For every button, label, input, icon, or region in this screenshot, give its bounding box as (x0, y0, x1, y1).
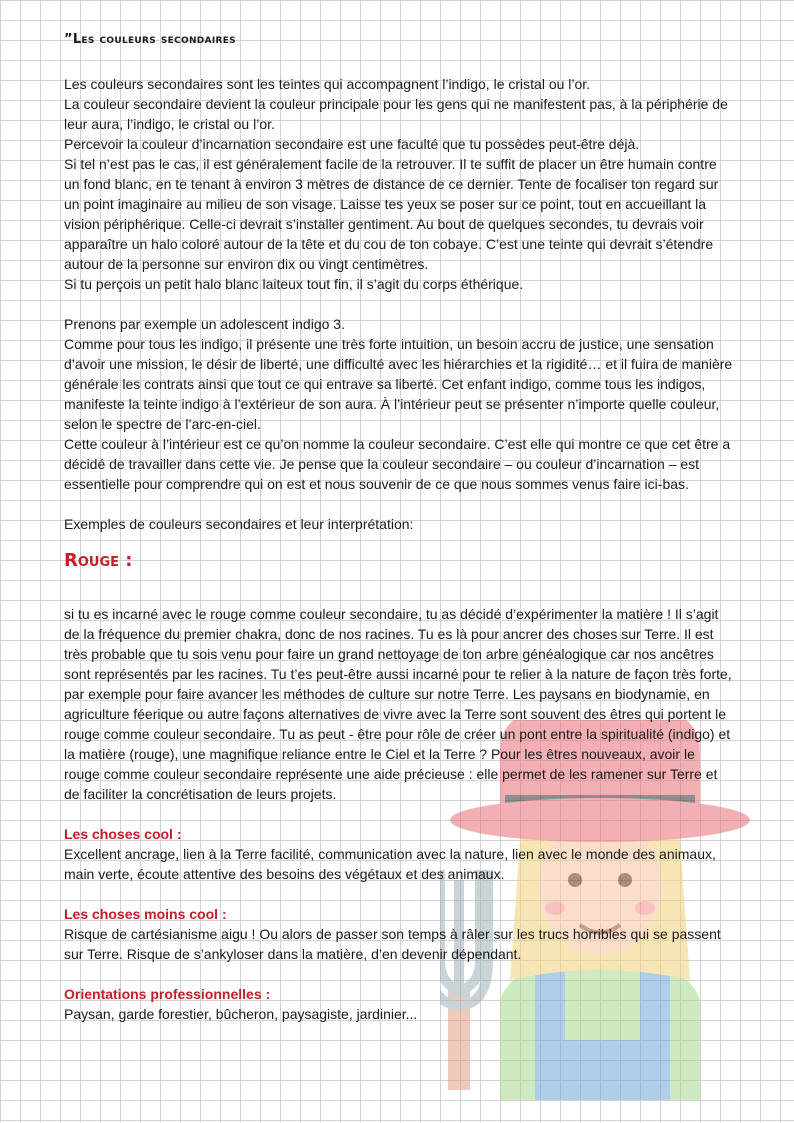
spacer (64, 804, 734, 824)
spacer (64, 494, 734, 514)
intro-paragraph: La couleur secondaire devient la couleur principale pour les gens qui ne manifestent pas, à la périphérie de leur aura, l’indigo, le cristal ou l’or. (64, 96, 728, 132)
less-cool-label: Les choses moins cool : (64, 906, 227, 922)
spacer (64, 884, 734, 904)
document-page (64, 30, 734, 1024)
intro-paragraph: Si tel n’est pas le cas, il est généralement facile de la retrouver. Il te suffit de placer un être humain contre un fond blanc, en te tenant à environ 3 mètres de distance de ce dernier. Tente de focaliser ton regard sur un point imaginaire au milieu de son visage. Laisse tes yeux se poser sur ce point, tout en accueillant la vision périphérique. Celle-ci devrait s’installer gentiment. Au bout de quelques secondes, tu devrais voir apparaître un halo coloré autour de la tête et du cou de ton cobaye. C’est une teinte qui devrait s’étendre autour de la personne sur environ dix ou vingt centimètres. (64, 156, 719, 272)
spacer (64, 964, 734, 984)
cool-label: Les choses cool : (64, 826, 182, 842)
document-title: ”Les couleurs secondaires (64, 32, 236, 47)
section-body: si tu es incarné avec le rouge comme couleur secondaire, tu as décidé d’expérimenter la matière ! Il s’agit de la fréquence du premier chakra, donc de nos racines. Tu es là pour ancrer des choses sur Terre. Il est très probable que tu sois venu pour faire un grand nettoyage de ton arbre généalogique car nos ancêtres sont représentés par les racines. Tu t’es peut-être aussi incarné pour te relier à la nature de façon très forte, par exemple pour faire avancer les méthodes de culture sur notre Terre. Les paysans en biodynamie, en agriculture féerique ou autre façons alternatives de vivre avec la Terre sont souvent des êtres qui portent le rouge comme couleur secondaire. Tu as peut - être pour rôle de créer un pont entre la spiritualité (indigo) et la matière (rouge), une magnifique reliance entre le Ciel et la Terre ? Pour les êtres nouveaux, avoir le rouge comme couleur secondaire représente une aide précieuse : elle permet de les ramener sur Terre et de faciliter la concrétisation de leurs projets. (64, 606, 732, 802)
examples-intro: Exemples de couleurs secondaires et leur interprétation: (64, 516, 414, 532)
intro-paragraph: Percevoir la couleur d’incarnation secondaire est une faculté que tu possèdes peut-être déjà. (64, 136, 640, 152)
example-paragraph: Prenons par exemple un adolescent indigo 3. (64, 316, 345, 332)
cool-text: Excellent ancrage, lien à la Terre facilité, communication avec la nature, lien avec le monde des animaux, main verte, écoute attentive des besoins des végétaux et des animaux. (64, 846, 716, 882)
intro-paragraph: Les couleurs secondaires sont les teintes qui accompagnent l’indigo, le cristal ou l’or. (64, 76, 591, 92)
careers-text: Paysan, garde forestier, bûcheron, paysagiste, jardinier... (64, 1006, 418, 1022)
intro-paragraph: Si tu perçois un petit halo blanc laiteux tout fin, il s’agit du corps éthérique. (64, 276, 524, 292)
example-paragraph: Comme pour tous les indigo, il présente une très forte intuition, un besoin accru de justice, une sensation d’avoir une mission, le désir de liberté, une difficulté avec les hiérarchies et la rigidité… et il fuira de manière générale les contrats ainsi que tout ce qui entrave sa liberté. Cet enfant indigo, comme tous les indigos, manifeste la teinte indigo à l’extérieur de son aura. À l’intérieur peut se présenter n’importe quelle couleur, selon le spectre de l’arc-en-ciel. (64, 336, 733, 432)
spacer (64, 294, 734, 314)
careers-label: Orientations professionnelles : (64, 986, 271, 1002)
section-heading-rouge: Rouge : (64, 550, 133, 571)
example-paragraph: Cette couleur à l’intérieur est ce qu’on nomme la couleur secondaire. C’est elle qui montre ce que cet être a décidé de travailler dans cette vie. Je pense que la couleur secondaire – ou couleur d’incarnation – est essentielle pour comprendre qui on est et nous souvenir de ce que nous sommes venus faire ici-bas. (64, 436, 731, 492)
less-cool-text: Risque de cartésianisme aigu ! Ou alors de passer son temps à râler sur les trucs horribles qui se passent sur Terre. Risque de s’ankyloser dans la matière, d’en devenir dépendant. (64, 926, 721, 962)
